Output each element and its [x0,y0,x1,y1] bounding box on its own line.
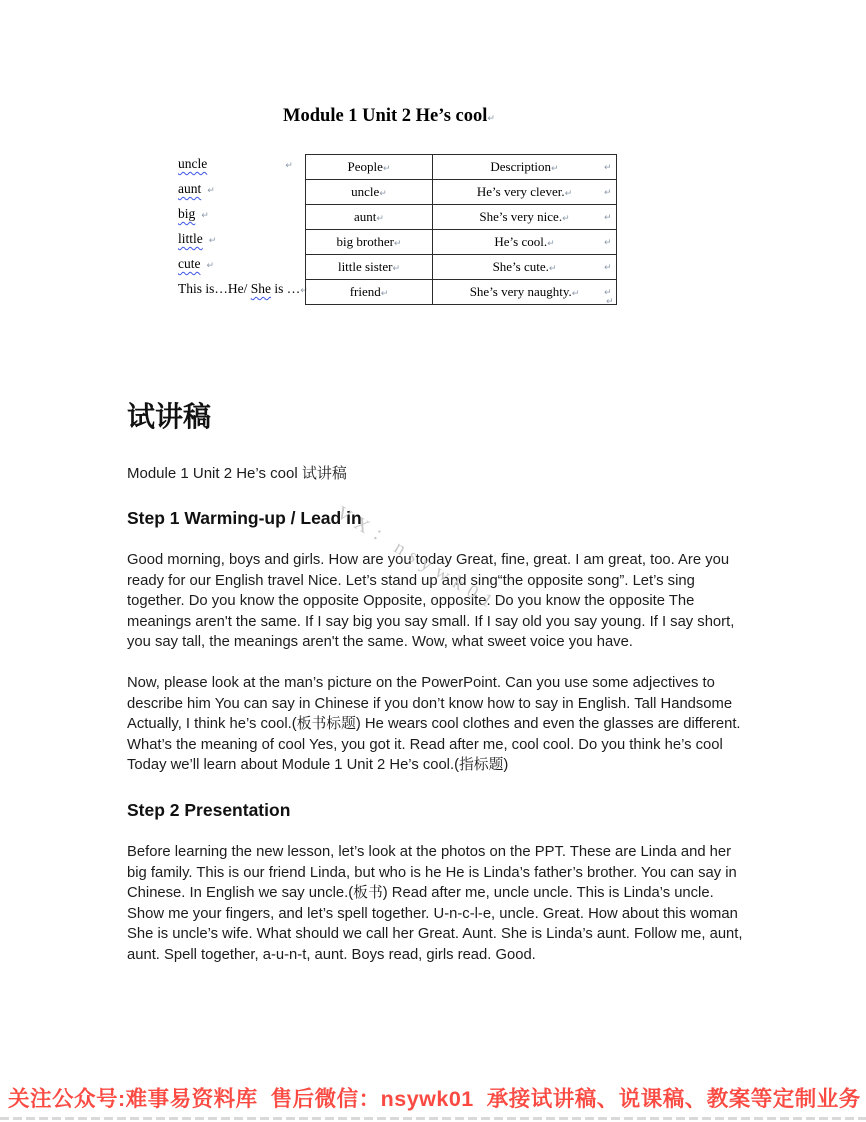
content-sections [127,506,743,966]
script-paragraph: Good morning, boys and girls. How are you today Great, fine, great. I am great, too. Are you ready for our English travel Nice. Let’s stand up and sing“the opposite song”. Let’s sing together. Do you know the opposite Opposite, opposite. Do you know the opposite The meanings aren't the same. If I say big you say small. If I say old you say young. If I say short, you say tall, the meanings aren't the same. Wow, what sweet voice you have. [127,552,735,651]
table-cell [433,255,617,280]
cell-text: big brother [336,234,394,249]
word-list-item [178,176,308,201]
paragraph-mark: ↵ [548,264,557,274]
table-row [306,255,617,280]
paragraph-mark: ↵ [604,263,612,273]
header-text: Description [490,159,552,174]
table-row [306,280,617,305]
header-text: People [347,159,383,174]
paragraph-mark: ↵ [285,161,293,171]
word-list-item [178,226,308,251]
vocab-word: aunt [178,181,202,196]
paragraph-mark: ↵ [376,214,384,224]
table-header-cell [306,155,433,180]
table-row [306,230,617,255]
table-cell [306,280,433,305]
cell-text: She’s very nice. [479,209,563,224]
script-paragraph: Now, please look at the man’s picture on the PowerPoint. Can you use some adjectives to describe him You can say in Chinese if you don’t know how to say in English. Tall Handsome Actually, I think he’s cool.(板书标题) He wears cool clothes and even the glasses are different. What’s the meaning of cool Yes, you got it. Read after me, cool cool. Do you think he’s cool Today we’ll learn about Module 1 Unit 2 He’s cool.(指标题) [127,674,741,774]
lecture-script [127,398,743,966]
step-heading-1: Step 1 Warming-up / Lead in [127,508,362,528]
paragraph-mark: ↵ [571,289,580,299]
paragraph-mark: ↵ [604,188,612,198]
paragraph-mark: ↵ [380,289,389,299]
paragraph-mark: ↵ [606,297,614,307]
cell-text: aunt [354,209,377,224]
word-list-item [178,251,308,276]
paragraph-mark: ↵ [604,238,612,248]
page-title [0,106,778,127]
paragraph-mark: ↵ [551,164,559,174]
step-heading-2: Step 2 Presentation [127,799,291,820]
vocab-word: uncle [178,156,208,171]
paragraph-mark: ↵ [604,163,612,173]
word-list-item [178,151,308,176]
table-cell [433,205,617,230]
promo-footer: 关注公众号:难事易资料库 售后微信：nsywk01 承接试讲稿、说课稿、教案等定制业务 [8,1087,861,1111]
table-cell [433,180,617,205]
paragraph-mark: ↵ [379,189,387,199]
cell-text: She’s very naughty. [469,284,572,299]
paragraph-mark: ↵ [382,164,391,174]
table-header-row [306,155,617,180]
table-cell [433,280,617,305]
vocab-table [305,154,617,305]
paragraph-mark: ↵ [604,213,612,223]
script-subtitle: Module 1 Unit 2 He’s cool 试讲稿 [127,465,347,482]
cell-text: She’s cute. [492,259,549,274]
vocab-word: She [250,281,271,296]
page-title-text: Module 1 Unit 2 He’s cool [283,106,488,126]
cell-text: friend [349,284,381,299]
vocab-word: big [178,206,196,221]
script-paragraph: Before learning the new lesson, let’s look at the photos on the PPT. These are Linda and her big family. This is our friend Linda, but who is he He is Linda’s father’s brother. You can say in Chinese. In English we say uncle.(板书) Read after me, uncle uncle. This is Linda’s uncle. Show me your fingers, and let’s spell together. U-n-c-l-e, uncle. Great. How about this woman She is uncle’s wife. What should we call her Great. Aunt. She is Linda’s aunt. Follow me, aunt, aunt. Spell together, a-u-n-t, aunt. Boys read, girls read. Good. [127,843,743,963]
paragraph-mark: ↵ [564,189,573,199]
word-text: This is…He/ [178,281,251,296]
table-row [306,205,617,230]
vocab-table-head [306,155,617,180]
paragraph-mark: ↵ [604,288,612,298]
paragraph-mark: ↵ [201,211,209,221]
cell-text: uncle [351,184,380,199]
paragraph-mark: ↵ [207,186,215,196]
cell-text: little sister [337,259,393,274]
paragraph-mark: ↵ [393,239,402,249]
table-row-marks [604,156,612,306]
table-header-cell [433,155,617,180]
table-cell [306,180,433,205]
paragraph-mark: ↵ [206,261,215,271]
cell-text: He’s very clever. [476,184,565,199]
paragraph-mark: ↵ [547,239,555,249]
figure-word-list [178,151,308,301]
paragraph-mark: ↵ [392,264,401,274]
watermark-text: VX：nsywk01 [332,502,503,616]
vocab-word: little [178,231,203,246]
script-heading: 试讲稿 [127,401,212,432]
table-row [306,180,617,205]
word-list-item [178,201,308,226]
table-cell [306,205,433,230]
paragraph-mark: ↵ [562,214,570,224]
vocab-table-body [306,180,617,305]
paragraph-mark: ↵ [300,286,308,296]
paragraph-mark: ↵ [487,114,495,124]
vocab-word: cute [178,256,201,271]
word-text: is … [271,281,301,296]
table-cell [306,230,433,255]
page-edge-divider [0,1117,866,1120]
paragraph-mark: ↵ [208,236,217,246]
table-cell [306,255,433,280]
word-list-item [178,276,308,301]
table-cell [433,230,617,255]
cell-text: He’s cool. [494,234,548,249]
